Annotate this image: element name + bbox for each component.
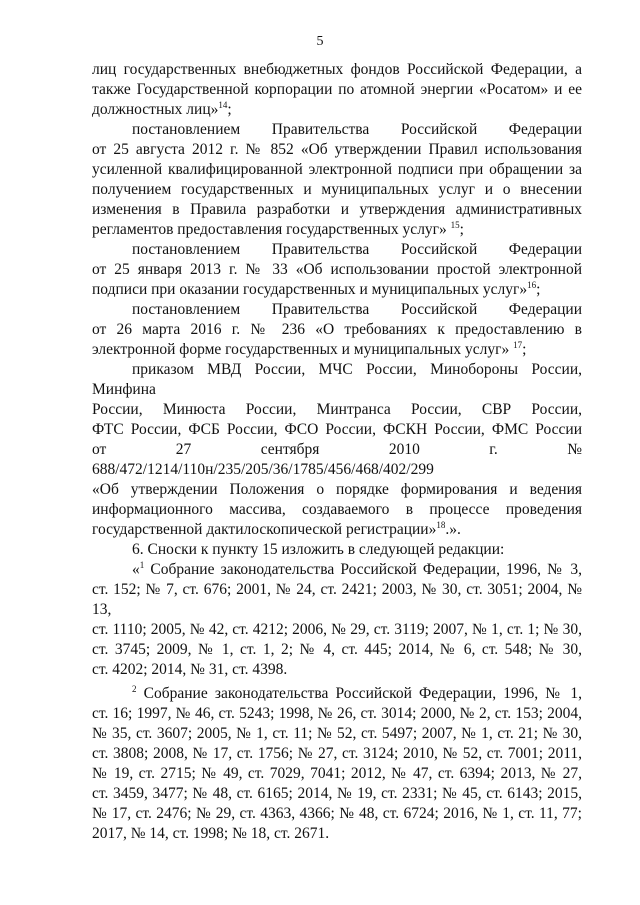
text-line	[92, 100, 582, 120]
line-text: ФТС России, ФСБ России, ФСО России, ФСКН России, ФМС России	[92, 421, 582, 438]
text-line	[92, 160, 582, 180]
text-line	[92, 80, 582, 100]
line-text: электронной форме государственных и муниципальных услуг»	[92, 341, 514, 358]
line-text: ст. 3808; 2008, № 17, ст. 1756; № 27, ст. 3124; 2010, № 52, ст. 7001; 2011,	[92, 745, 582, 762]
text-line	[92, 480, 582, 500]
line-tail: ;	[459, 221, 464, 238]
line-text: от 25 января 2013 г. № 33 «Об использовании простой электронной	[92, 261, 582, 278]
text-line	[92, 804, 582, 824]
line-text: «	[132, 561, 140, 578]
line-text: № 19, ст. 2715; № 49, ст. 7029, 7041; 2012, № 47, ст. 6394; 2013, № 27,	[92, 765, 582, 782]
text-line	[92, 140, 582, 160]
line-text: от 25 августа 2012 г. № 852 «Об утверждении Правил использования	[92, 141, 582, 158]
line-text: информационного массива, создаваемого в процессе проведения	[92, 501, 582, 518]
line-text: ст. 152; № 7, ст. 676; 2001, № 24, ст. 2421; 2003, № 30, ст. 3051; 2004, № 13,	[92, 581, 582, 618]
text-line	[92, 400, 582, 420]
text-line	[92, 704, 582, 724]
line-text: постановлением Правительства Российской Федерации	[132, 241, 582, 258]
line-tail: ;	[522, 341, 527, 358]
text-line	[92, 724, 582, 744]
text-line	[92, 240, 582, 260]
text-line	[92, 340, 582, 360]
line-text: государственной дактилоскопической регистрации»	[92, 521, 437, 538]
line-text: 6. Сноски к пункту 15 изложить в следующей редакции:	[132, 541, 505, 558]
text-line	[92, 764, 582, 784]
line-text: получением государственных и муниципальных услуг и о внесении	[92, 181, 582, 198]
line-text: № 35, ст. 3607; 2005, № 1, ст. 11; № 52, ст. 5497; 2007, № 1, ст. 21; № 30,	[92, 725, 582, 742]
line-tail: Собрание законодательства Российской Федерации, 1996, № 1,	[136, 685, 582, 702]
footnote-marker: 16	[527, 279, 537, 290]
line-text: 2017, № 14, ст. 1998; № 18, ст. 2671.	[92, 825, 330, 842]
line-text: должностных лиц»	[92, 101, 219, 118]
text-line	[92, 560, 582, 580]
line-text: постановлением Правительства Российской Федерации	[132, 121, 582, 138]
text-line	[92, 180, 582, 200]
text-line	[92, 520, 582, 540]
line-text: ст. 16; 1997, № 46, ст. 5243; 1998, № 26, ст. 3014; 2000, № 2, ст. 153; 2004,	[92, 705, 582, 722]
text-line	[92, 360, 582, 400]
text-line	[92, 320, 582, 340]
line-text: усиленной квалифицированной электронной подписи при обращении за	[92, 161, 582, 178]
text-line	[92, 60, 582, 80]
text-line	[92, 220, 582, 240]
document-body	[92, 60, 582, 844]
line-text: ст. 4202; 2014, № 31, ст. 4398.	[92, 661, 288, 678]
line-tail: Собрание законодательства Российской Федерации, 1996, № 3,	[144, 561, 582, 578]
line-text: ст. 3745; 2009, № 1, ст. 1, 2; № 4, ст. 445; 2014, № 6, ст. 548; № 30,	[92, 641, 582, 658]
footnote-marker: 17	[513, 339, 523, 350]
footnote-marker: 2	[132, 683, 137, 694]
line-text: подписи при оказании государственных и муниципальных услуг»	[92, 281, 528, 298]
line-text: лиц государственных внебюджетных фондов Российской Федерации, а	[92, 61, 582, 78]
line-text: постановлением Правительства Российской Федерации	[132, 301, 582, 318]
line-text: от 27 сентября 2010 г. № 688/472/1214/110н/235/205/36/1785/456/468/402/299	[92, 441, 582, 478]
text-line	[92, 280, 582, 300]
text-line	[92, 440, 582, 480]
text-line	[92, 420, 582, 440]
text-line	[92, 784, 582, 804]
text-line	[92, 580, 582, 620]
text-line	[92, 500, 582, 520]
line-text: России, Минюста России, Минтранса России, СВР России,	[92, 401, 582, 418]
text-line	[92, 660, 582, 680]
line-text: также Государственной корпорации по атомной энергии «Росатом» и ее	[92, 81, 582, 98]
text-line	[92, 620, 582, 640]
footnote-marker: 15	[450, 219, 460, 230]
line-text: ст. 1110; 2005, № 42, ст. 4212; 2006, № 29, ст. 3119; 2007, № 1, ст. 1; № 30,	[92, 621, 582, 638]
line-text: регламентов предоставления государственных услуг»	[92, 221, 451, 238]
line-text: от 26 марта 2016 г. № 236 «О требованиях к предоставлению в	[92, 321, 582, 338]
footnote-marker: 14	[218, 99, 228, 110]
line-text: приказом МВД России, МЧС России, Минобороны России, Минфина	[92, 361, 582, 398]
line-text: № 17, ст. 2476; № 29, ст. 4363, 4366; № 48, ст. 6724; 2016, № 1, ст. 11, 77;	[92, 805, 582, 822]
line-text: ст. 3459, 3477; № 48, ст. 6165; 2014, № 19, ст. 2331; № 45, ст. 6143; 2015,	[92, 785, 582, 802]
line-tail: ;	[536, 281, 541, 298]
page-number: 5	[316, 34, 324, 49]
line-text: «Об утверждении Положения о порядке формирования и ведения	[92, 481, 582, 498]
footnote-marker: 18	[436, 519, 446, 530]
text-line	[92, 744, 582, 764]
text-line	[92, 824, 582, 844]
line-tail: .».	[445, 521, 461, 538]
text-line	[92, 640, 582, 660]
line-text: изменения в Правила разработки и утверждения административных	[92, 201, 582, 218]
text-line	[92, 300, 582, 320]
text-line	[92, 200, 582, 220]
text-line	[92, 540, 582, 560]
line-tail: ;	[227, 101, 232, 118]
text-line	[92, 684, 582, 704]
text-line	[92, 120, 582, 140]
text-line	[92, 260, 582, 280]
footnote-marker: 1	[139, 559, 145, 570]
